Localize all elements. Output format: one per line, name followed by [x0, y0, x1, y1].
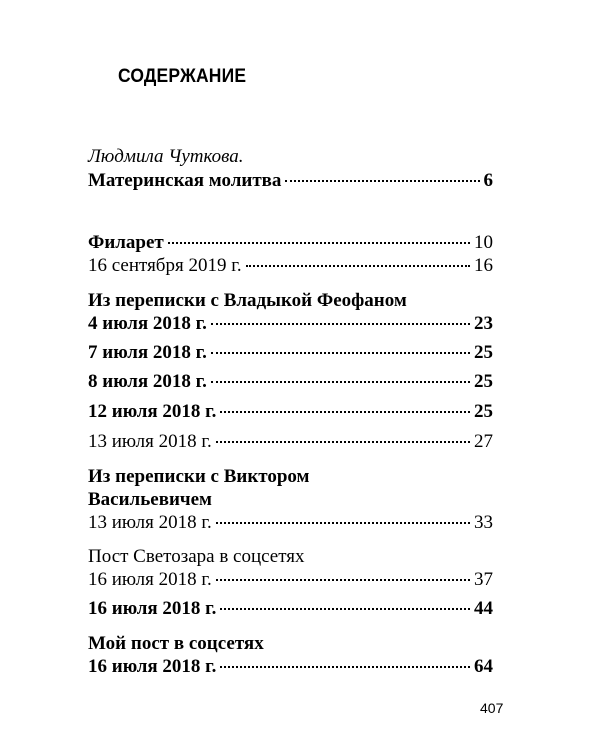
- toc-entry-page: 25: [474, 401, 493, 422]
- toc-leader-dots: [285, 180, 479, 182]
- toc-entry[interactable]: [88, 313, 493, 335]
- toc-section-title: [88, 290, 493, 312]
- toc-leader-dots: [211, 352, 470, 354]
- toc-heading: СОДЕРЖАНИЕ: [118, 66, 247, 87]
- toc-entry-page: 23: [474, 313, 493, 334]
- toc-entry[interactable]: [88, 431, 493, 453]
- toc-entry[interactable]: [88, 401, 493, 423]
- toc-entry[interactable]: [88, 255, 493, 277]
- toc-entry-page: 37: [474, 569, 493, 590]
- toc-entry-page: 10: [474, 232, 493, 253]
- toc-entry-title: 4 июля 2018 г.: [88, 313, 207, 334]
- toc-entry-title: 13 июля 2018 г.: [88, 431, 212, 452]
- toc-entry-page: 25: [474, 342, 493, 363]
- page-number: 407: [480, 700, 504, 716]
- toc-entry-page: 6: [483, 170, 493, 191]
- toc-entry-title: Мой пост в соцсетях: [88, 633, 264, 654]
- toc-entry[interactable]: [88, 170, 493, 192]
- toc-entry-title: Людмила Чуткова.: [88, 146, 244, 167]
- toc-leader-dots: [216, 579, 470, 581]
- toc-entry-page: 27: [474, 431, 493, 452]
- toc-leader-dots: [216, 522, 470, 524]
- toc-entry-title: Филарет: [88, 232, 164, 253]
- toc-entry-page: 33: [474, 512, 493, 533]
- toc-leader-dots: [216, 441, 470, 443]
- toc-entry-page: 44: [474, 598, 493, 619]
- toc-entry[interactable]: [88, 569, 493, 591]
- toc-author: [88, 146, 493, 168]
- toc-entry-title: 16 июля 2018 г.: [88, 598, 217, 619]
- toc-entry-title: 12 июля 2018 г.: [88, 401, 217, 422]
- toc-leader-dots: [246, 265, 470, 267]
- toc-entry[interactable]: [88, 342, 493, 364]
- toc-entry[interactable]: [88, 598, 493, 620]
- toc-entry-title: Пост Светозара в соцсетях: [88, 546, 305, 567]
- toc-entry-title: 8 июля 2018 г.: [88, 371, 207, 392]
- toc-leader-dots: [220, 411, 470, 413]
- toc-section-title: [88, 489, 493, 511]
- toc-leader-dots: [211, 381, 470, 383]
- toc-leader-dots: [220, 666, 470, 668]
- toc-entry-title: Из переписки с Виктором: [88, 466, 310, 487]
- toc-entry-title: 16 июля 2018 г.: [88, 569, 212, 590]
- toc-leader-dots: [168, 242, 470, 244]
- toc-entry-title: 7 июля 2018 г.: [88, 342, 207, 363]
- toc-entry-title: 16 сентября 2019 г.: [88, 255, 242, 276]
- toc-section-title: [88, 633, 493, 655]
- toc-section-title: [88, 546, 493, 568]
- toc-entry-page: 25: [474, 371, 493, 392]
- toc-entry-page: 16: [474, 255, 493, 276]
- toc-leader-dots: [211, 323, 470, 325]
- toc-section-title: [88, 466, 493, 488]
- toc-entry-title: 13 июля 2018 г.: [88, 512, 212, 533]
- toc-entry-title: Из переписки с Владыкой Феофаном: [88, 290, 407, 311]
- toc-entry[interactable]: [88, 371, 493, 393]
- toc-entry[interactable]: [88, 656, 493, 678]
- toc-entry-title: 16 июля 2018 г.: [88, 656, 217, 677]
- toc-entry-title: Васильевичем: [88, 489, 212, 510]
- toc-entry[interactable]: [88, 512, 493, 534]
- toc-entry-title: Материнская молитва: [88, 170, 282, 191]
- toc-leader-dots: [220, 608, 470, 610]
- toc-entry[interactable]: [88, 232, 493, 254]
- toc-entry-page: 64: [474, 656, 493, 677]
